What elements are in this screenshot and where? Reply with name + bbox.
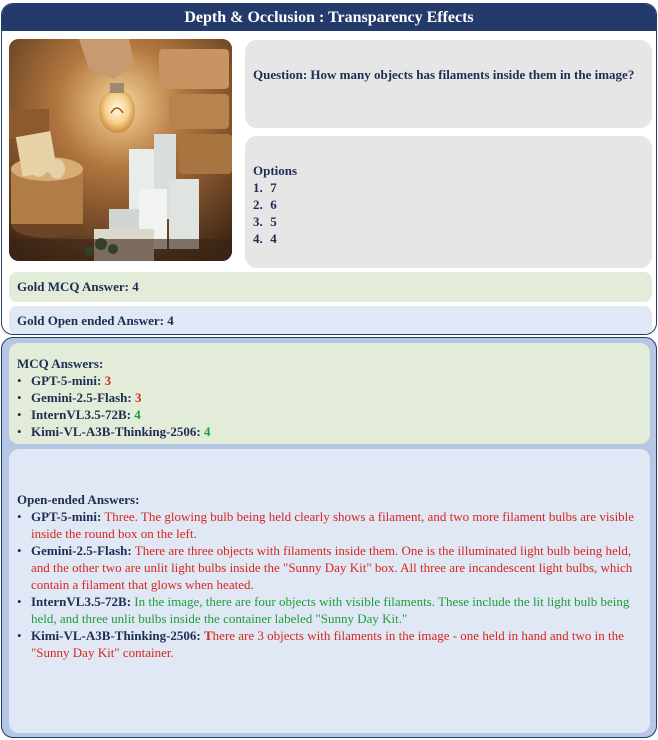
- open-answers-list: [17, 508, 640, 661]
- mcq-answer-item: • GPT-5-mini: 3: [17, 372, 642, 389]
- open-answer-item: • GPT-5-mini: Three. The glowing bulb being held clearly shows a filament, and two more filament bulbs are visible inside the round box on the left.: [17, 508, 640, 542]
- option-item: 3. 5: [253, 214, 277, 229]
- mcq-answers-heading: MCQ Answers:: [17, 356, 104, 371]
- page-title: Depth & Occlusion : Transparency Effects: [2, 4, 656, 31]
- options-list: [253, 179, 638, 247]
- question-text: Question: How many objects has filaments inside them in the image?: [245, 40, 652, 128]
- mcq-answer-item: • Kimi-VL-A3B-Thinking-2506: 4: [17, 423, 642, 440]
- options-heading: Options: [253, 163, 298, 178]
- open-answer-item: • Kimi-VL-A3B-Thinking-2506: There are 3 objects with filaments in the image - one held in hand and two in the "Sunny Day Kit" container.: [17, 627, 640, 661]
- option-item: 4. 4: [253, 231, 277, 246]
- open-answer-item: • Gemini-2.5-Flash: There are three objects with filaments inside them. One is the illuminated light bulb being held, and the other two are unlit light bulbs inside the "Sunny Day Kit" box. All three are incandescent light bulbs, which contain a filament that glows when heated.: [17, 542, 640, 593]
- open-answers-panel: [9, 449, 650, 733]
- mcq-answers-panel: [9, 343, 650, 444]
- gold-mcq-answer: Gold MCQ Answer: 4: [9, 272, 652, 302]
- option-item: 2. 6: [253, 197, 277, 212]
- mcq-answer-item: • Gemini-2.5-Flash: 3: [17, 389, 642, 406]
- open-answers-heading: Open-ended Answers:: [17, 492, 140, 507]
- option-item: 1. 7: [253, 180, 277, 195]
- question-card: [1, 3, 657, 335]
- gold-open-answer: Gold Open ended Answer: 4: [9, 306, 652, 335]
- answers-card: [1, 337, 657, 738]
- open-answer-item: • InternVL3.5-72B: In the image, there are four objects with visible filaments. These include the lit light bulb being held, and three unlit bulbs inside the container labeled "Sunny Day Kit.": [17, 593, 640, 627]
- options-panel: [245, 136, 652, 268]
- mcq-answer-item: • InternVL3.5-72B: 4: [17, 406, 642, 423]
- mcq-answers-list: [17, 372, 642, 440]
- scene-image: [9, 39, 232, 261]
